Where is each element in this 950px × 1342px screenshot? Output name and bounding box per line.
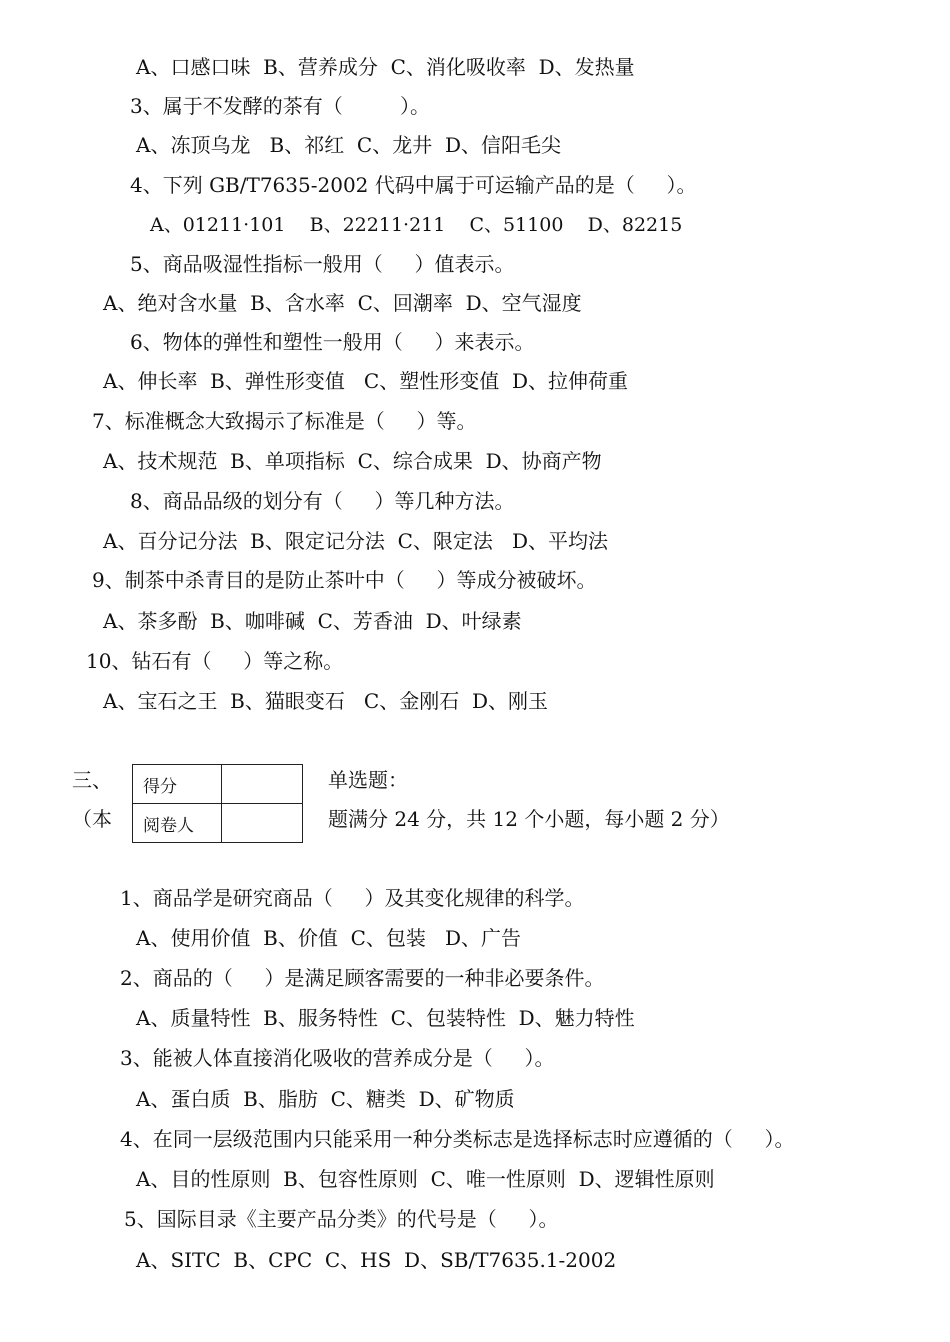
s3-q5-question: 5、国际目录《主要产品分类》的代号是（ ）。: [124, 1207, 559, 1231]
s3-q2-question: 2、商品的（ ）是满足顾客需要的一种非必要条件。: [120, 966, 605, 990]
q7-question: 7、标准概念大致揭示了标准是（ ）等。: [92, 409, 477, 433]
score-table: [132, 764, 303, 843]
q8-question: 8、商品品级的划分有（ ）等几种方法。: [130, 489, 515, 513]
s3-q3-options: A、蛋白质 B、脂肪 C、糖类 D、矿物质: [136, 1087, 515, 1111]
section-number: 三、: [72, 768, 112, 792]
q7-options: A、技术规范 B、单项指标 C、综合成果 D、协商产物: [103, 449, 602, 473]
q6-question: 6、物体的弹性和塑性一般用（ ）来表示。: [130, 330, 535, 354]
s3-q3-question: 3、能被人体直接消化吸收的营养成分是（ ）。: [120, 1046, 555, 1070]
q3-options: A、冻顶乌龙 B、祁红 C、龙井 D、信阳毛尖: [136, 133, 561, 157]
q5-options: A、绝对含水量 B、含水率 C、回潮率 D、空气湿度: [103, 291, 582, 315]
section-title: 单选题：: [328, 768, 408, 792]
q6-options: A、伸长率 B、弹性形变值 C、塑性形变值 D、拉伸荷重: [103, 369, 628, 393]
q4-options: A、01211·101 B、22211·211 C、51100 D、82215: [150, 214, 683, 236]
q9-options: A、茶多酚 B、咖啡碱 C、芳香油 D、叶绿素: [103, 609, 522, 633]
q2-options: A、口感口味 B、营养成分 C、消化吸收率 D、发热量: [136, 55, 635, 79]
q4-question: 4、下列 GB/T7635-2002 代码中属于可运输产品的是（ ）。: [130, 173, 697, 197]
score-label: 得分: [133, 765, 222, 804]
s3-q2-options: A、质量特性 B、服务特性 C、包装特性 D、魅力特性: [136, 1006, 635, 1030]
score-value-cell[interactable]: [222, 765, 303, 804]
q3-question: 3、属于不发酵的茶有（ ）。: [130, 94, 430, 118]
q10-options: A、宝石之王 B、猫眼变石 C、金刚石 D、刚玉: [103, 689, 548, 713]
s3-q5-options: A、SITC B、CPC C、HS D、SB/T7635.1-2002: [136, 1248, 617, 1272]
s3-q4-question: 4、在同一层级范围内只能采用一种分类标志是选择标志时应遵循的（ ）。: [120, 1127, 795, 1151]
reviewer-label: 阅卷人: [133, 804, 222, 843]
section-paren-prefix: （本: [72, 807, 112, 831]
reviewer-value-cell[interactable]: [222, 804, 303, 843]
s3-q1-question: 1、商品学是研究商品（ ）及其变化规律的科学。: [120, 886, 585, 910]
q5-question: 5、商品吸湿性指标一般用（ ）值表示。: [130, 252, 515, 276]
q8-options: A、百分记分法 B、限定记分法 C、限定法 D、平均法: [103, 529, 608, 553]
s3-q4-options: A、目的性原则 B、包容性原则 C、唯一性原则 D、逻辑性原则: [136, 1167, 715, 1191]
section-instructions: 题满分 24 分，共 12 个小题，每小题 2 分）: [328, 807, 730, 831]
s3-q1-options: A、使用价值 B、价值 C、包装 D、广告: [136, 926, 521, 950]
q9-question: 9、制茶中杀青目的是防止茶叶中（ ）等成分被破坏。: [92, 568, 597, 592]
q10-question: 10、钻石有（ ）等之称。: [86, 649, 344, 673]
